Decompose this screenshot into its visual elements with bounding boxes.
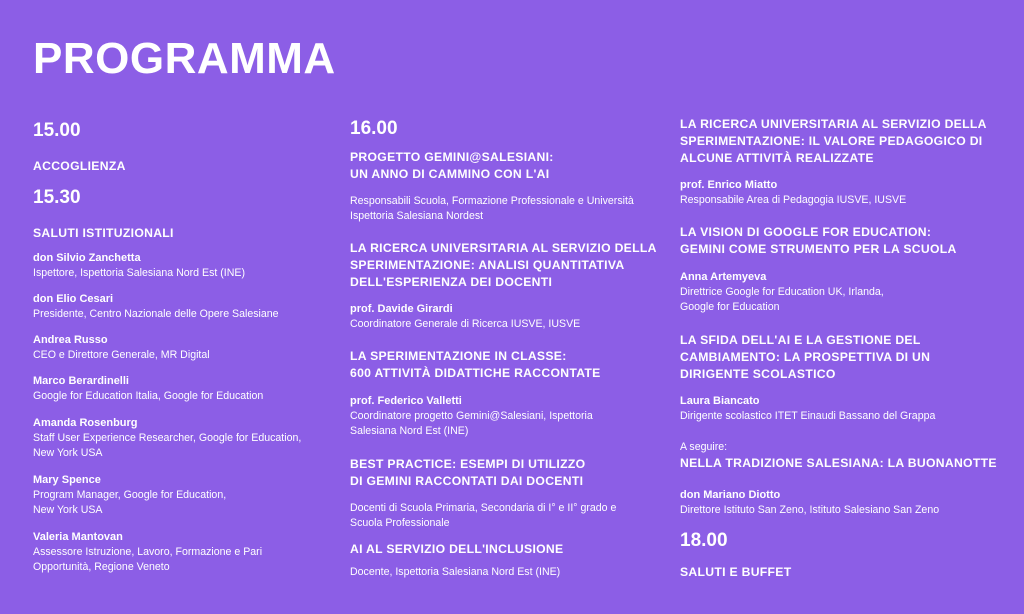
page-title: PROGRAMMA <box>33 34 336 83</box>
speaker-name: prof. Federico Valletti <box>350 395 462 407</box>
speaker-role: Dirigente scolastico ITET Einaudi Bassano del Grappa <box>680 410 936 422</box>
speaker-name: Marco Berardinelli <box>33 375 129 387</box>
speaker-role: Assessore Istruzione, Lavoro, Formazione e Pari Opportunità, Regione Veneto <box>33 546 263 573</box>
time-1800: 18.00 <box>680 530 728 551</box>
speaker-name: Laura Biancato <box>680 395 760 407</box>
session-title: LA RICERCA UNIVERSITARIA AL SERVIZIO DELLA SPERIMENTAZIONE: ANALISI QUANTITATIVA DELL'ESPERIENZA DEI DOCENTI <box>350 241 657 289</box>
follow-label: A seguire: <box>680 441 728 453</box>
speaker-role: Staff User Experience Researcher, Google for Education, New York USA <box>33 432 302 459</box>
speaker-name: Amanda Rosenburg <box>33 417 138 429</box>
welcome-heading: ACCOGLIENZA <box>33 159 126 173</box>
speaker-name: Andrea Russo <box>33 334 108 346</box>
session-desc: Docenti di Scuola Primaria, Secondaria di I° e II° grado e Scuola Professionale <box>350 502 617 529</box>
speaker-name: Mary Spence <box>33 474 101 486</box>
session-title: NELLA TRADIZIONE SALESIANA: LA BUONANOTTE <box>680 456 997 470</box>
speaker-role: CEO e Direttore Generale, MR Digital <box>33 349 210 361</box>
session-desc: Docente, Ispettoria Salesiana Nord Est (INE) <box>350 566 561 578</box>
speaker-name: Anna Artemyeva <box>680 271 767 283</box>
session-title: PROGETTO GEMINI@SALESIANI: UN ANNO DI CAMMINO CON L'AI <box>350 150 554 181</box>
speaker-role: Direttrice Google for Education UK, Irlanda, Google for Education <box>680 286 884 313</box>
speaker-name: prof. Enrico Miatto <box>680 179 778 191</box>
speaker-role: Coordinatore progetto Gemini@Salesiani, Ispettoria Salesiana Nord Est (INE) <box>350 410 593 437</box>
speaker-role: Google for Education Italia, Google for Education <box>33 390 264 402</box>
speaker-role: Ispettore, Ispettoria Salesiana Nord Est (INE) <box>33 267 245 279</box>
greetings-heading: SALUTI ISTITUZIONALI <box>33 226 174 240</box>
speaker-role: Responsabile Area di Pedagogia IUSVE, IUSVE <box>680 194 907 206</box>
time-1500: 15.00 <box>33 120 81 141</box>
time-1530: 15.30 <box>33 187 81 208</box>
speaker-role: Presidente, Centro Nazionale delle Opere Salesiane <box>33 308 279 320</box>
speaker-name: Valeria Mantovan <box>33 531 123 543</box>
session-title: LA RICERCA UNIVERSITARIA AL SERVIZIO DELLA SPERIMENTAZIONE: IL VALORE PEDAGOGICO DI ALCUNE ATTIVITÀ REALIZZATE <box>680 117 987 165</box>
session-title: BEST PRACTICE: ESEMPI DI UTILIZZO DI GEMINI RACCONTATI DAI DOCENTI <box>350 457 586 488</box>
speaker-name: don Silvio Zanchetta <box>33 252 141 264</box>
session-title: LA VISION DI GOOGLE FOR EDUCATION: GEMINI COME STRUMENTO PER LA SCUOLA <box>680 225 957 256</box>
speaker-name: don Mariano Diotto <box>680 489 781 501</box>
session-title: AI AL SERVIZIO DELL'INCLUSIONE <box>350 542 564 556</box>
session-title: LA SPERIMENTAZIONE IN CLASSE: 600 ATTIVITÀ DIDATTICHE RACCONTATE <box>350 349 601 380</box>
speaker-name: don Elio Cesari <box>33 293 114 305</box>
speaker-name: prof. Davide Girardi <box>350 303 453 315</box>
session-desc: Responsabili Scuola, Formazione Professionale e Università Ispettoria Salesiana Nordest <box>350 195 634 222</box>
closing-heading: SALUTI E BUFFET <box>680 565 792 579</box>
speaker-role: Direttore Istituto San Zeno, Istituto Salesiano San Zeno <box>680 504 940 516</box>
session-title: LA SFIDA DELL'AI E LA GESTIONE DEL CAMBIAMENTO: LA PROSPETTIVA DI UN DIRIGENTE SCOLASTICO <box>680 333 931 381</box>
time-1600: 16.00 <box>350 118 398 139</box>
speaker-role: Coordinatore Generale di Ricerca IUSVE, IUSVE <box>350 318 581 330</box>
speaker-role: Program Manager, Google for Education, New York USA <box>33 489 227 516</box>
